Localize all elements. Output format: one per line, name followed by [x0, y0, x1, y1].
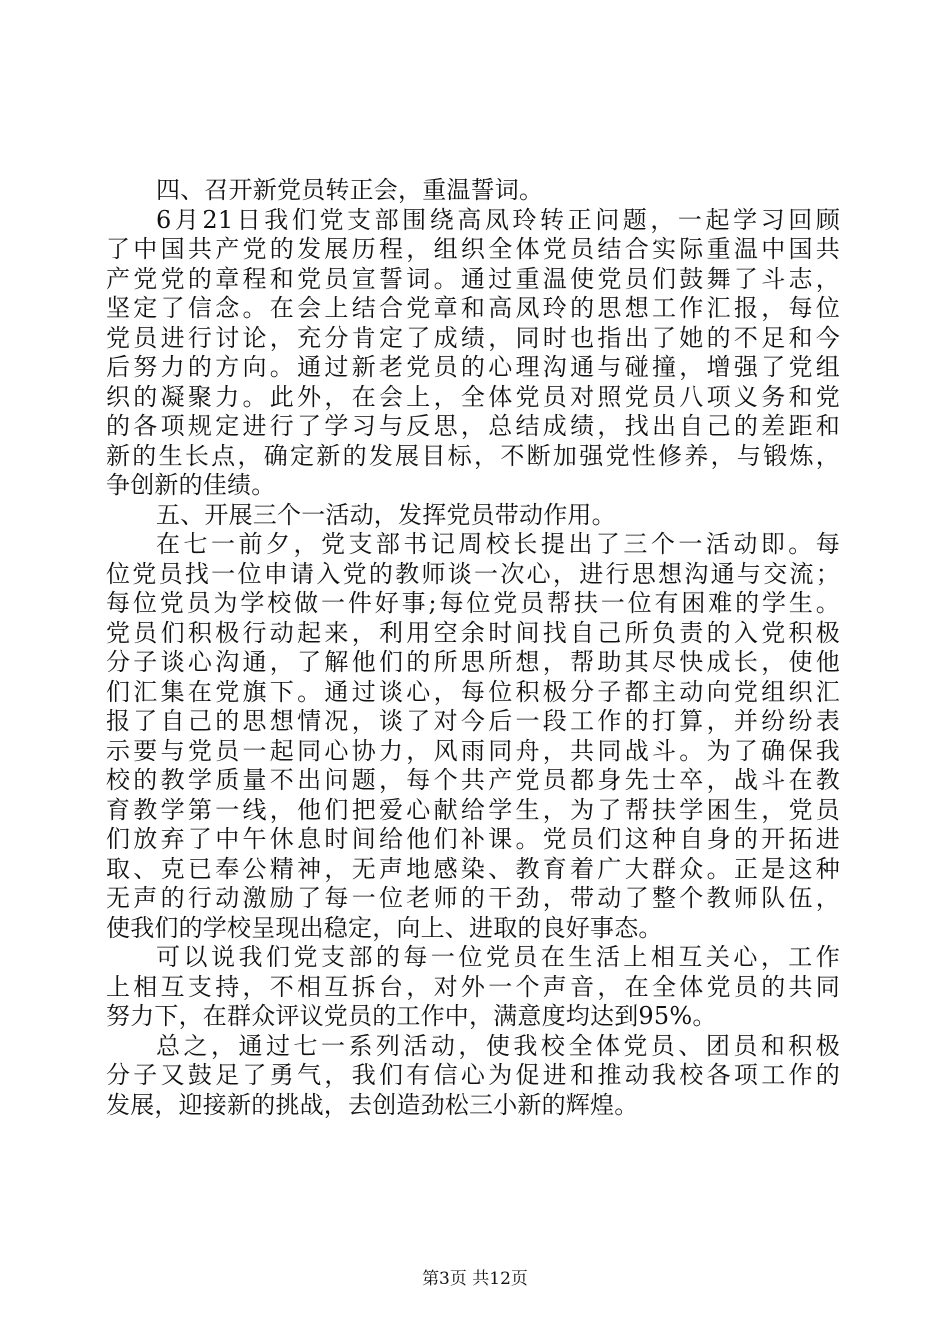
text-line: 们放弃了中午休息时间给他们补课。党员们这种自身的开拓进 — [106, 825, 840, 853]
text-line: 位党员找一位申请入党的教师谈一次心，进行思想沟通与交流； — [106, 559, 840, 588]
text-line: 新的生长点，确定新的发展目标，不断加强党性修养，与锻炼， — [106, 441, 840, 470]
text-line: 坚定了信念。在会上结合党章和高凤玲的思想工作汇报，每位 — [106, 294, 840, 322]
text-line: 上相互支持，不相互拆台，对外一个声音，在全体党员的共同 — [106, 972, 840, 1001]
text-line: 织的凝聚力。此外，在会上，全体党员对照党员八项义务和党 — [106, 382, 840, 411]
text-line: 每位党员为学校做一件好事;每位党员帮扶一位有困难的学生。 — [106, 589, 840, 617]
page-footer: 第3页 共12页 — [422, 1269, 528, 1289]
text-line: 取、克已奉公精神，无声地感染、教育着广大群众。正是这种 — [106, 854, 840, 883]
text-line: 发展，迎接新的挑战，去创造劲松三小新的辉煌。 — [106, 1090, 639, 1119]
text-line: 后努力的方向。通过新老党员的心理沟通与碰撞，增强了党组 — [106, 353, 840, 381]
text-line: 育教学第一线，他们把爱心献给学生，为了帮扶学困生，党员 — [106, 795, 840, 824]
text-line: 6月21日我们党支部围绕高凤玲转正问题，一起学习回顾 — [156, 205, 840, 234]
text-line: 使我们的学校呈现出稳定，向上、进取的良好事态。 — [106, 913, 663, 942]
text-line: 总之，通过七一系列活动，使我校全体党员、团员和积极 — [156, 1031, 840, 1060]
text-line: 报了自己的思想情况，谈了对今后一段工作的打算，并纷纷表 — [106, 707, 840, 735]
text-line: 五、开展三个一活动，发挥党员带动作用。 — [156, 500, 616, 529]
text-line: 们汇集在党旗下。通过谈心，每位积极分子都主动向党组织汇 — [106, 677, 840, 706]
text-line: 了中国共产党的发展历程，组织全体党员结合实际重温中国共 — [106, 235, 840, 263]
text-line: 四、召开新党员转正会，重温誓词。 — [156, 176, 544, 204]
text-line: 产党党的章程和党员宣誓词。通过重温使党员们鼓舞了斗志， — [106, 264, 840, 293]
document-body — [106, 176, 840, 1120]
text-line: 无声的行动激励了每一位老师的干劲，带动了整个教师队伍， — [106, 884, 840, 912]
text-line: 努力下，在群众评议党员的工作中，满意度均达到95%。 — [106, 1002, 717, 1030]
text-line: 的各项规定进行了学习与反思，总结成绩，找出自己的差距和 — [106, 412, 840, 440]
text-line: 分子谈心沟通，了解他们的所思所想，帮助其尽快成长，使他 — [106, 648, 840, 676]
text-line: 在七一前夕，党支部书记周校长提出了三个一活动即。每 — [156, 530, 840, 558]
text-line: 党员进行讨论，充分肯定了成绩，同时也指出了她的不足和今 — [106, 323, 840, 352]
text-line: 党员们积极行动起来，利用空余时间找自己所负责的入党积极 — [106, 618, 840, 647]
text-line: 可以说我们党支部的每一位党员在生活上相互关心，工作 — [156, 943, 840, 971]
text-line: 示要与党员一起同心协力，风雨同舟，共同战斗。为了确保我 — [106, 736, 840, 765]
text-line: 分子又鼓足了勇气，我们有信心为促进和推动我校各项工作的 — [106, 1061, 840, 1089]
text-line: 校的教学质量不出问题，每个共产党员都身先士卒，战斗在教 — [106, 766, 840, 794]
text-line: 争创新的佳绩。 — [106, 471, 276, 499]
